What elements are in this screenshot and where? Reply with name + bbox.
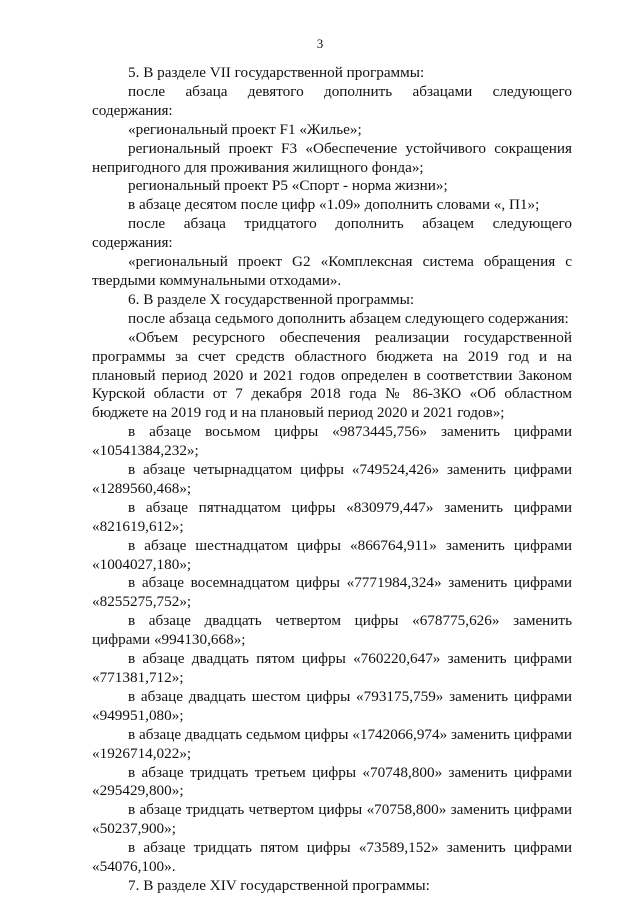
paragraph-item-6-heading: 6. В разделе X государственной программы: — [128, 290, 415, 308]
page-number: 3 — [316, 36, 324, 51]
paragraph-project-f3: региональный проект F3 «Обеспечение устойчивого сокращения непригодного для проживания жилищного фонда»; — [92, 139, 572, 176]
paragraph-edit-8: в абзаце восьмом цифры «9873445,756» заменить цифрами «10541384,232»; — [92, 423, 572, 460]
paragraph-after-thirtieth: после абзаца тридцатого дополнить абзацем следующего содержания: — [92, 215, 572, 252]
paragraph-edit-24: в абзаце двадцать четвертом цифры «678775,626» заменить цифрами «994130,668»; — [92, 612, 572, 649]
paragraph-edit-15: в абзаце пятнадцатом цифры «830979,447» заменить цифрами «821619,612»; — [92, 498, 572, 535]
paragraph-project-p5: региональный проект Р5 «Спорт - норма жизни»; — [128, 177, 448, 195]
paragraph-edit-33: в абзаце тридцать третьем цифры «70748,800» заменить цифрами «295429,800»; — [92, 763, 572, 800]
paragraph-edit-25: в абзаце двадцать пятом цифры «760220,647» заменить цифрами «771381,712»; — [92, 650, 572, 686]
paragraph-project-g2: «региональный проект G2 «Комплексная система обращения с твердыми коммунальными отходами». — [92, 253, 572, 289]
paragraph-edit-26: в абзаце двадцать шестом цифры «793175,759» заменить цифрами «949951,080»; — [92, 687, 572, 724]
paragraph-tenth-edit: в абзаце десятом после цифр «1.09» дополнить словами «, П1»; — [128, 196, 540, 214]
paragraph-edit-16: в абзаце шестнадцатом цифры «866764,911» заменить цифрами «1004027,180»; — [92, 536, 572, 573]
paragraph-edit-35: в абзаце тридцать пятом цифры «73589,152» заменить цифрами «54076,100». — [92, 839, 572, 876]
paragraph-after-ninth: после абзаца девятого дополнить абзацами следующего содержания: — [92, 82, 572, 119]
paragraph-item-5-heading: 5. В разделе VII государственной программы: — [128, 64, 425, 81]
paragraph-item-7-heading: 7. В разделе XIV государственной программы: — [128, 876, 430, 894]
paragraph-edit-27: в абзаце двадцать седьмом цифры «1742066,974» заменить цифрами «1926714,022»; — [92, 725, 572, 762]
paragraph-edit-18: в абзаце восемнадцатом цифры «7771984,324» заменить цифрами «8255275,752»; — [92, 574, 572, 611]
document-body — [92, 64, 572, 896]
paragraph-funding-volume: «Объем ресурсного обеспечения реализации государственной программы за счет средств областного бюджета на 2019 год и на плановый период 2020 и 2021 годов определен в соответствии Законом Курской области от 7 декабря 2018 года № 86-3КО «Об областном бюджете на 2019 год и на плановый период 2020 и 2021 годов»; — [92, 328, 572, 422]
paragraph-project-f1: «региональный проект F1 «Жилье»; — [128, 120, 362, 138]
paragraph-after-seventh: после абзаца седьмого дополнить абзацем следующего содержания: — [128, 309, 569, 327]
paragraph-edit-34: в абзаце тридцать четвертом цифры «70758,800» заменить цифрами «50237,900»; — [92, 801, 572, 838]
paragraph-edit-14: в абзаце четырнадцатом цифры «749524,426» заменить цифрами «1289560,468»; — [92, 461, 572, 497]
